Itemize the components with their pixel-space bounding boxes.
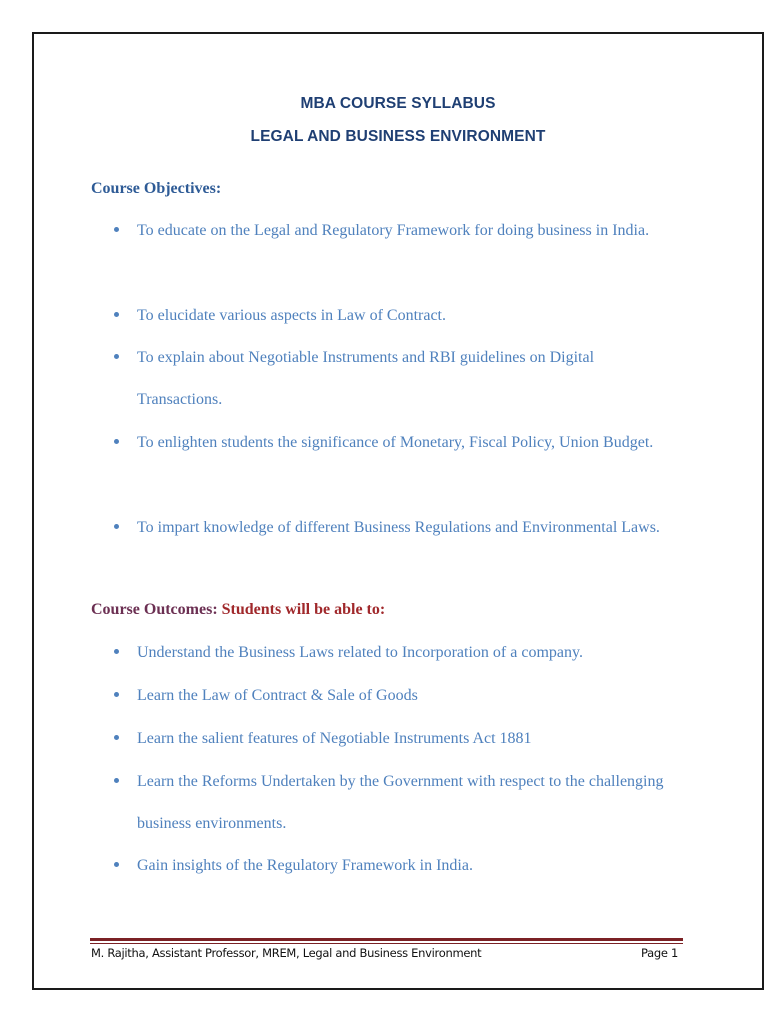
footer-author: M. Rajitha, Assistant Professor, MREM, Legal and Business Environment xyxy=(91,946,482,960)
objective-text: To impart knowledge of different Business Regulations and Environmental Laws. xyxy=(137,519,660,536)
page-number: Page 1 xyxy=(640,946,678,960)
objective-text: To educate on the Legal and Regulatory Framework for doing business in India. xyxy=(137,222,650,239)
document-subtitle: LEGAL AND BUSINESS ENVIRONMENT xyxy=(250,128,546,145)
outcome-item xyxy=(114,632,674,674)
bullet-icon xyxy=(114,735,119,740)
outcome-text: Understand the Business Laws related to Incorporation of a company. xyxy=(137,644,583,661)
objective-item xyxy=(114,507,674,549)
bullet-icon xyxy=(114,312,119,317)
objective-text: To explain about Negotiable Instruments and RBI guidelines on Digital Transactions. xyxy=(137,349,595,408)
outcomes-heading xyxy=(91,601,385,619)
outcome-item xyxy=(114,845,674,887)
outcome-item xyxy=(114,761,674,845)
objective-item xyxy=(114,295,674,337)
footer-rule-thin xyxy=(90,943,683,944)
outcomes-subheading: Students will be able to: xyxy=(221,601,386,618)
bullet-icon xyxy=(114,227,119,232)
bullet-icon xyxy=(114,862,119,867)
outcome-item xyxy=(114,675,674,717)
objective-item xyxy=(114,337,674,421)
objective-text: To elucidate various aspects in Law of Contract. xyxy=(137,307,446,324)
bullet-icon xyxy=(114,439,119,444)
outcome-text: Learn the Reforms Undertaken by the Government with respect to the challenging business environments. xyxy=(137,773,664,832)
objective-item xyxy=(114,422,674,464)
bullet-icon xyxy=(114,354,119,359)
outcome-text: Learn the salient features of Negotiable Instruments Act 1881 xyxy=(137,730,532,747)
outcome-item xyxy=(114,718,674,760)
page-frame xyxy=(32,32,764,990)
bullet-icon xyxy=(114,524,119,529)
footer-rule xyxy=(90,938,683,941)
document-title: MBA COURSE SYLLABUS xyxy=(300,95,496,112)
outcomes-heading-label: Course Outcomes: xyxy=(91,601,218,618)
objective-item xyxy=(114,210,674,252)
outcome-text: Gain insights of the Regulatory Framework in India. xyxy=(137,857,473,874)
outcome-text: Learn the Law of Contract & Sale of Goods xyxy=(137,687,418,704)
objectives-heading: Course Objectives: xyxy=(91,180,222,197)
objective-text: To enlighten students the significance of Monetary, Fiscal Policy, Union Budget. xyxy=(137,434,654,451)
bullet-icon xyxy=(114,649,119,654)
bullet-icon xyxy=(114,692,119,697)
bullet-icon xyxy=(114,778,119,783)
